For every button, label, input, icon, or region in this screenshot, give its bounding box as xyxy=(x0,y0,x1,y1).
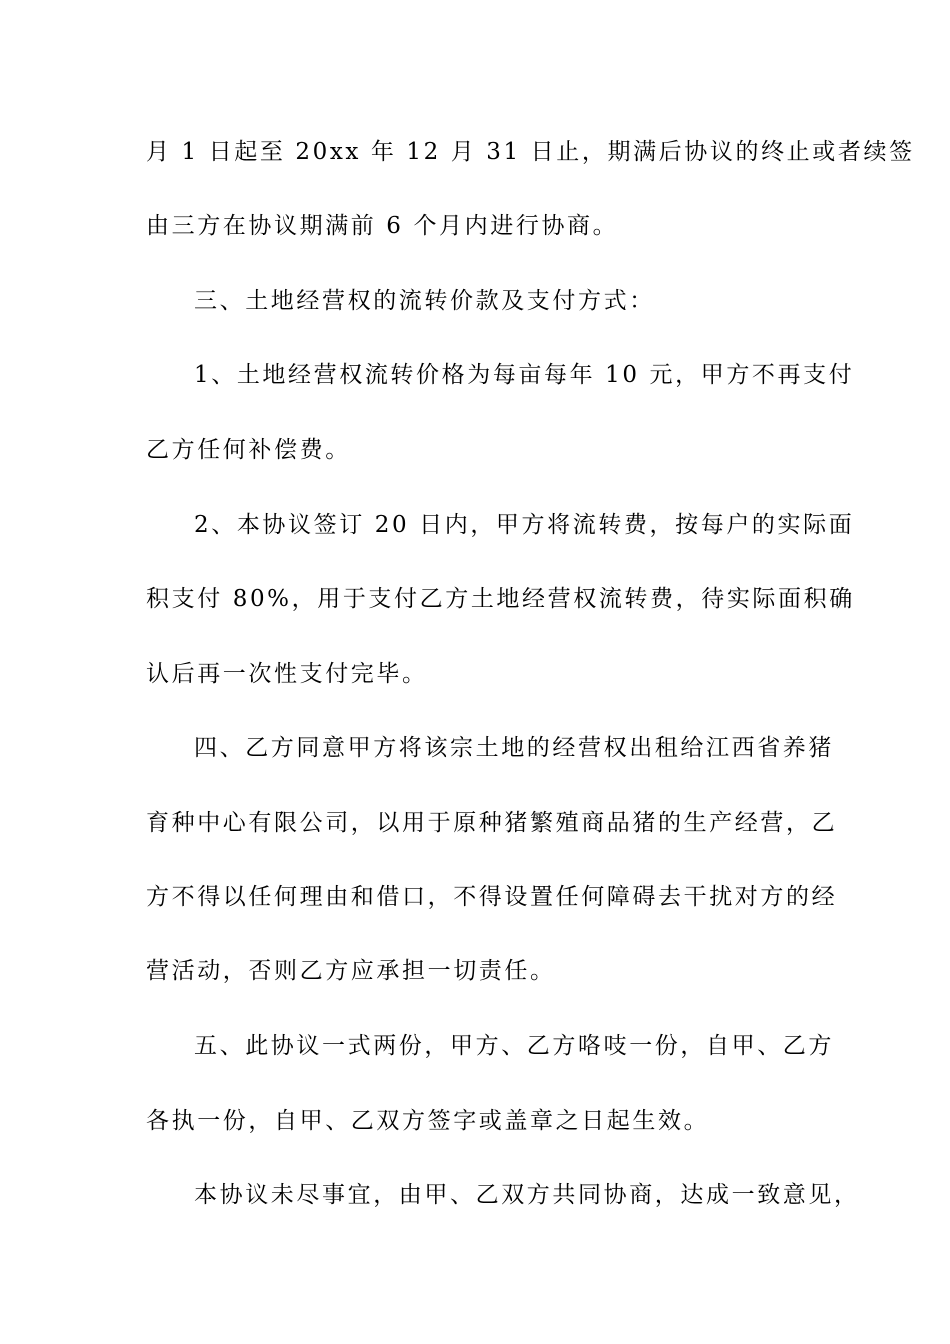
text-line: 五、此协议一式两份，甲方、乙方咯吱一份，自甲、乙方 xyxy=(194,1033,834,1059)
text-line: 四、乙方同意甲方将该宗土地的经营权出租给江西省养猪 xyxy=(194,735,834,761)
text-line: 2、本协议签订 20 日内，甲方将流转费，按每户的实际面 xyxy=(194,512,855,538)
text-line: 积支付 80%，用于支付乙方土地经营权流转费，待实际面积确 xyxy=(146,586,855,612)
text-line: 由三方在协议期满前 6 个月内进行协商。 xyxy=(146,213,619,239)
text-line: 营活动，否则乙方应承担一切责任。 xyxy=(146,958,556,984)
text-line: 育种中心有限公司，以用于原种猪繁殖商品猪的生产经营，乙 xyxy=(146,810,838,836)
text-line: 方不得以任何理由和借口，不得设置任何障碍去干扰对方的经 xyxy=(146,884,838,910)
text-line: 乙方任何补偿费。 xyxy=(146,437,351,463)
text-line: 本协议未尽事宜，由甲、乙双方共同协商，达成一致意见， xyxy=(194,1182,860,1208)
text-line: 月 1 日起至 20xx 年 12 月 31 日止，期满后协议的终止或者续签 xyxy=(146,139,915,165)
text-line: 1、土地经营权流转价格为每亩每年 10 元，甲方不再支付 xyxy=(194,362,855,388)
section-heading: 三、土地经营权的流转价款及支付方式： xyxy=(194,288,655,314)
text-line: 认后再一次性支付完毕。 xyxy=(146,661,428,687)
text-line: 各执一份，自甲、乙双方签字或盖章之日起生效。 xyxy=(146,1108,710,1134)
